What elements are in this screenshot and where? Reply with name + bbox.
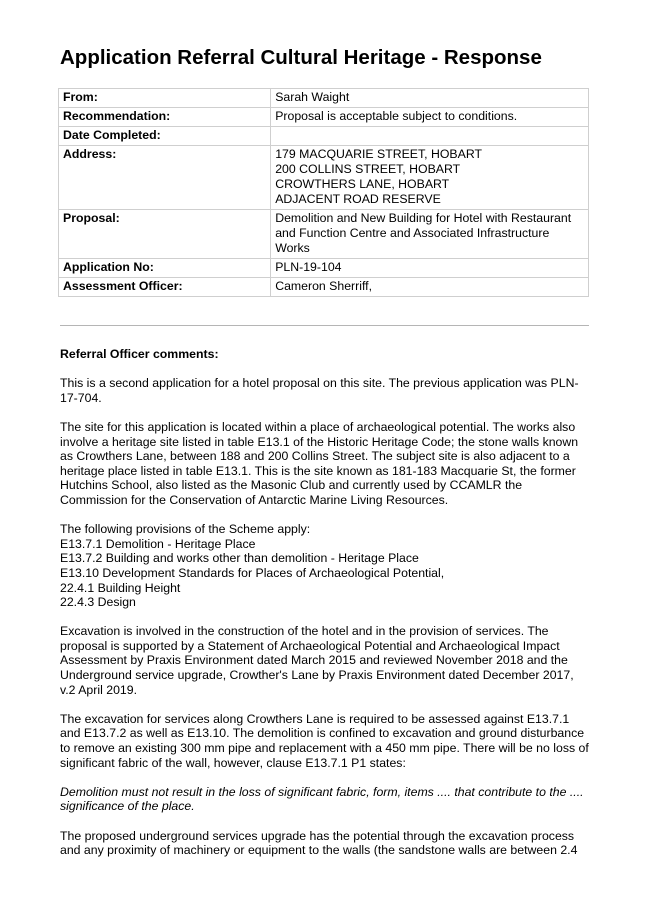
recommendation-value: Proposal is acceptable subject to conditions. bbox=[271, 108, 589, 127]
provisions-list bbox=[60, 522, 592, 610]
table-row-address bbox=[59, 146, 589, 210]
provision-item: 22.4.1 Building Height bbox=[60, 580, 181, 595]
provisions-intro: The following provisions of the Scheme apply: bbox=[60, 522, 311, 537]
quoted-clause: Demolition must not result in the loss of significant fabric, form, items .... that contribute to the .... significance of the place. bbox=[60, 784, 584, 814]
address-line: ADJACENT ROAD RESERVE bbox=[275, 192, 441, 206]
application-no-label: Application No: bbox=[59, 259, 271, 278]
from-label: From: bbox=[59, 89, 271, 108]
assessment-officer-label: Assessment Officer: bbox=[59, 278, 271, 297]
comments-heading: Referral Officer comments: bbox=[60, 347, 219, 361]
address-value bbox=[271, 146, 589, 210]
table-row-date-completed bbox=[59, 127, 589, 146]
page-title: Application Referral Cultural Heritage - Response bbox=[60, 46, 542, 69]
date-completed-value bbox=[271, 127, 589, 146]
comments-section bbox=[60, 347, 592, 872]
table-row-recommendation bbox=[59, 108, 589, 127]
assessment-officer-value: Cameron Sherriff, bbox=[271, 278, 589, 297]
provision-item: 22.4.3 Design bbox=[60, 595, 136, 610]
comment-paragraph: This is a second application for a hotel proposal on this site. The previous application was PLN-17-704. bbox=[60, 376, 579, 405]
address-line: 200 COLLINS STREET, HOBART bbox=[275, 162, 461, 176]
table-row-application-no bbox=[59, 259, 589, 278]
proposal-label: Proposal: bbox=[59, 210, 271, 259]
address-line: CROWTHERS LANE, HOBART bbox=[275, 177, 450, 191]
section-divider bbox=[60, 325, 589, 326]
comment-paragraph: The site for this application is located within a place of archaeological potential. The works also involve a heritage site listed in table E13.1 of the Historic Heritage Code; the stone walls known as Crowthers Lane, between 188 and 200 Collins Street. The subject site is also adjacent to a heritage place listed in table E13.1. This is the site known as 181-183 Macquarie St, the former Hutchins School, also listed as the Masonic Club and currently used by CCAMLR the Commission for the Conservation of Antarctic Marine Living Resources. bbox=[60, 419, 579, 507]
referral-info-table bbox=[58, 88, 589, 297]
provision-item: E13.7.1 Demolition - Heritage Place bbox=[60, 536, 256, 551]
table-row-assessment-officer bbox=[59, 278, 589, 297]
application-no-value: PLN-19-104 bbox=[271, 259, 589, 278]
comment-paragraph: The excavation for services along Crowthers Lane is required to be assessed against E13.7.1 and E13.7.2 as well as E13.10. The demolition is confined to excavation and ground disturbance to remove an existing 300 mm pipe and replacement with a 450 mm pipe. There will be no loss of significant fabric of the wall, however, clause E13.7.1 P1 states: bbox=[60, 711, 589, 770]
provision-item: E13.7.2 Building and works other than demolition - Heritage Place bbox=[60, 551, 419, 566]
address-label: Address: bbox=[59, 146, 271, 210]
comment-paragraph: The proposed underground services upgrade has the potential through the excavation process and any proximity of machinery or equipment to the walls (the sandstone walls are between 2.4 bbox=[60, 828, 578, 858]
provision-item: E13.10 Development Standards for Places of Archaeological Potential, bbox=[60, 565, 445, 580]
recommendation-label: Recommendation: bbox=[59, 108, 271, 127]
from-value: Sarah Waight bbox=[271, 89, 589, 108]
table-row-proposal bbox=[59, 210, 589, 259]
date-completed-label: Date Completed: bbox=[59, 127, 271, 146]
table-row-from bbox=[59, 89, 589, 108]
address-line: 179 MACQUARIE STREET, HOBART bbox=[275, 147, 483, 161]
comment-paragraph: Excavation is involved in the construction of the hotel and in the provision of services. The proposal is supported by a Statement of Archaeological Potential and Archaeological Impact Assessment by Praxis Environment dated March 2015 and reviewed November 2018 and the Underground service upgrade, Crowther's Lane by Praxis Environment dated December 2017, v.2 April 2019. bbox=[60, 624, 574, 697]
proposal-value: Demolition and New Building for Hotel with Restaurant and Function Centre and Associated Infrastructure Works bbox=[271, 210, 589, 259]
